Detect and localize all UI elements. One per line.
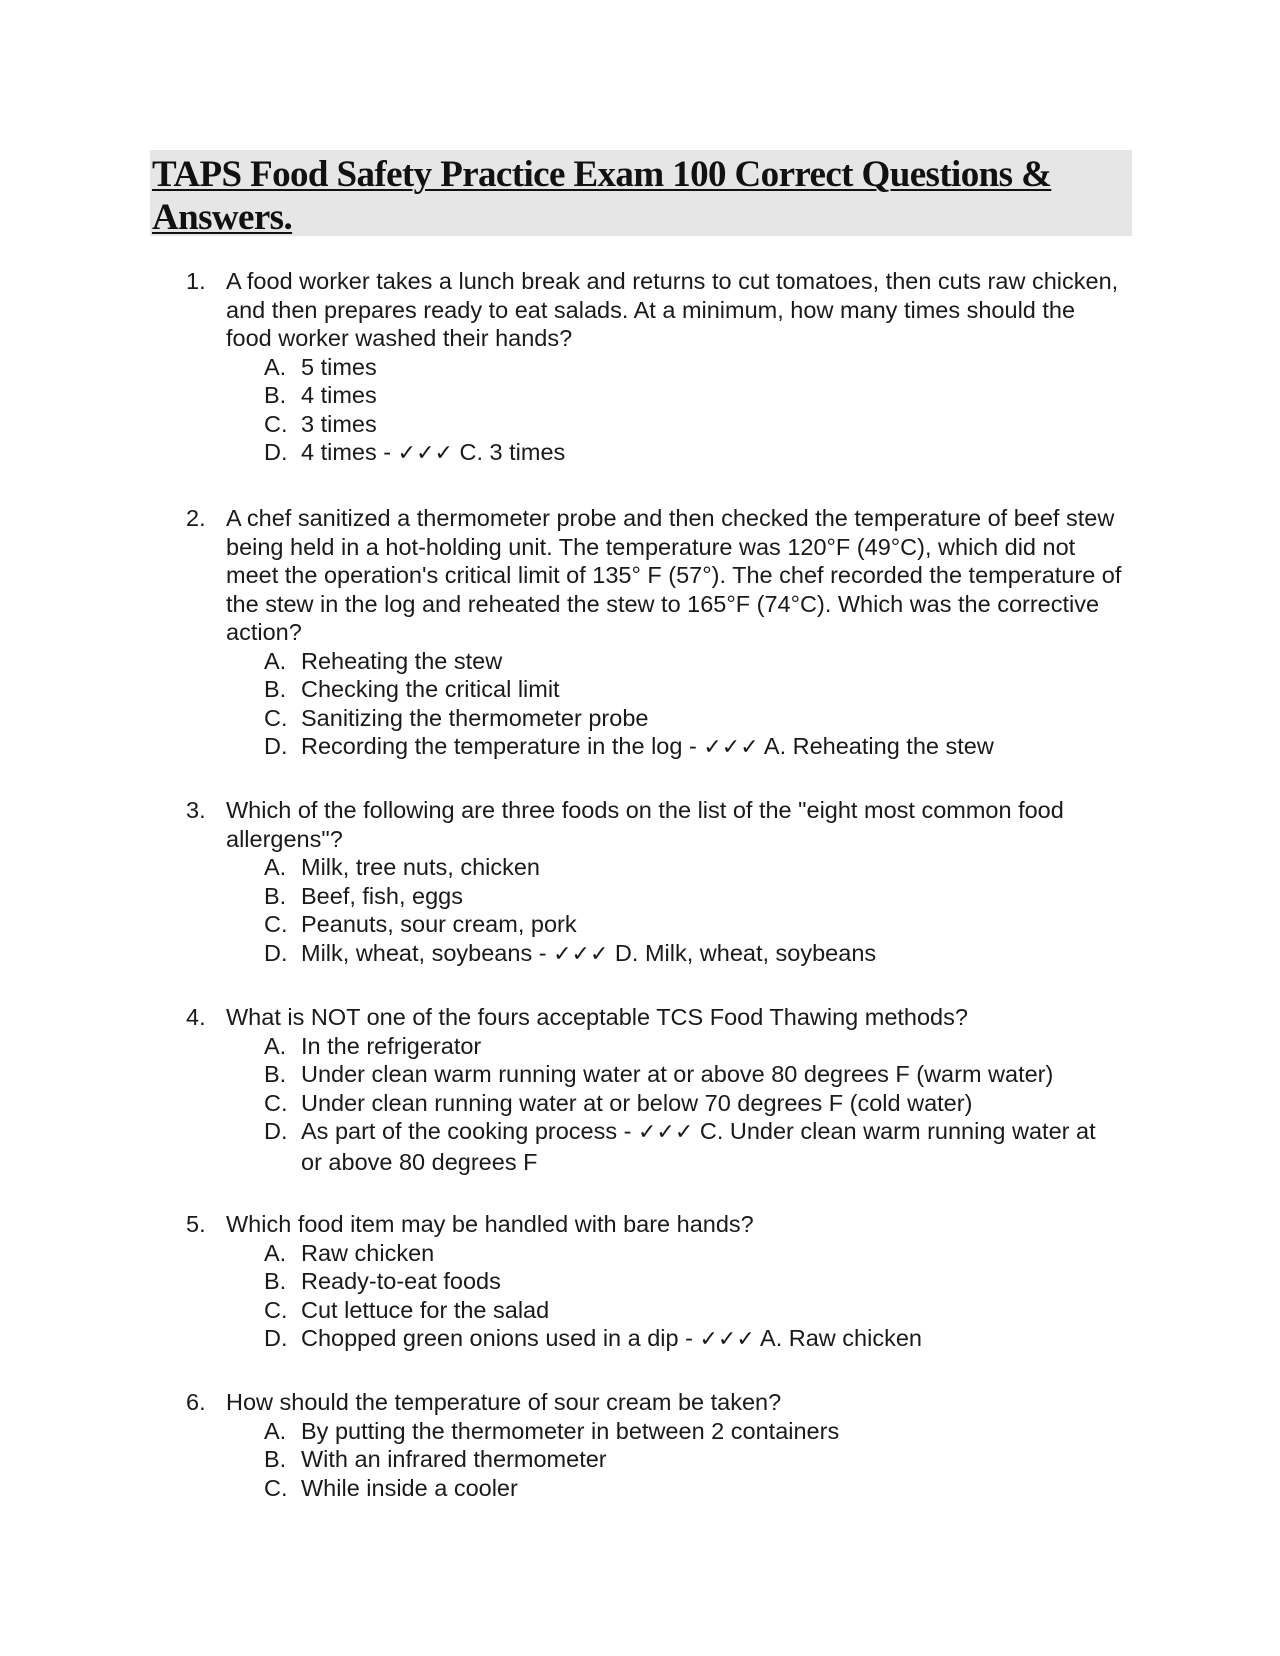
option-c: C. 3 times (264, 410, 377, 437)
question-number: 6. (186, 1389, 206, 1415)
option-c: C. Under clean running water at or below 70 degrees F (cold water) (264, 1089, 973, 1116)
correct-answer: C. 3 times (459, 439, 566, 465)
question-text: Which food item may be handled with bare hands? (226, 1211, 754, 1237)
option-list (264, 1417, 1126, 1503)
option-b: B. Under clean warm running water at or above 80 degrees F (warm water) (264, 1061, 1054, 1087)
option-list (264, 1032, 1126, 1177)
option-b: B. With an infrared thermometer (264, 1446, 607, 1472)
question-number: 1. (186, 268, 206, 294)
question-number: 2. (186, 505, 206, 531)
answer-check-icon: ✓✓✓ (553, 941, 609, 967)
option-d: D. Milk, wheat, soybeans - ✓✓✓ D. Milk, wheat, soybeans (264, 939, 877, 967)
question-text: A food worker takes a lunch break and returns to cut tomatoes, then cuts raw chicken, and then prepares ready to eat salads. At a minimum, how many times should the food worker washed their hands? (226, 268, 1119, 351)
option-c: C. While inside a cooler (264, 1474, 518, 1501)
question-6 (186, 1388, 1126, 1502)
option-b: B. Checking the critical limit (264, 676, 560, 702)
option-b: B. Beef, fish, eggs (264, 882, 463, 909)
correct-answer: A. Reheating the stew (763, 733, 994, 759)
question-5 (186, 1210, 1126, 1355)
correct-answer: C. Under clean warm running water at or above 80 degrees F (301, 1118, 1096, 1175)
option-c: C. Sanitizing the thermometer probe (264, 704, 649, 731)
option-a: A. Raw chicken (264, 1239, 435, 1266)
option-list (264, 853, 1126, 969)
question-text: What is NOT one of the fours acceptable TCS Food Thawing methods? (226, 1004, 968, 1030)
option-a: A. 5 times (264, 353, 377, 380)
answer-check-icon: ✓✓✓ (638, 1120, 694, 1145)
question-number: 3. (186, 797, 206, 823)
option-c: C. Cut lettuce for the salad (264, 1296, 550, 1323)
question-text: Which of the following are three foods on the list of the "eight most common food allergens"? (226, 797, 1064, 852)
answer-check-icon: ✓✓✓ (397, 441, 453, 466)
question-2 (186, 504, 1126, 763)
question-number: 4. (186, 1004, 206, 1030)
option-d: D. Recording the temperature in the log - ✓✓✓ A. Reheating the stew (264, 733, 994, 760)
option-list (264, 1239, 1126, 1355)
question-4 (186, 1003, 1126, 1176)
option-a: A. Reheating the stew (264, 647, 503, 674)
document-title: TAPS Food Safety Practice Exam 100 Correct Questions & Answers. (152, 154, 1052, 238)
option-a: A. In the refrigerator (264, 1032, 482, 1059)
option-b: B. 4 times (264, 382, 377, 408)
option-a: A. By putting the thermometer in between 2 containers (264, 1417, 840, 1444)
option-list (264, 647, 1126, 763)
option-d: D. As part of the cooking process - ✓✓✓ C. Under clean warm running water at or above 80 degrees F (264, 1118, 1096, 1175)
option-d: D. 4 times - ✓✓✓ C. 3 times (264, 439, 566, 466)
option-b: B. Ready-to-eat foods (264, 1268, 501, 1294)
question-1 (186, 267, 1126, 469)
option-list (264, 353, 1126, 469)
question-text: A chef sanitized a thermometer probe and then checked the temperature of beef stew being held in a hot-holding unit. The temperature was 120°F (49°C), which did not meet the operation's critical limit of 135° F (57°). The chef recorded the temperature of the stew in the log and reheated the stew to 165°F (74°C). Which was the corrective action? (226, 505, 1122, 645)
option-d: D. Chopped green onions used in a dip - ✓✓✓ A. Raw chicken (264, 1325, 922, 1352)
answer-check-icon: ✓✓✓ (699, 1327, 755, 1352)
question-number: 5. (186, 1211, 206, 1237)
correct-answer: A. Raw chicken (760, 1325, 922, 1351)
correct-answer: D. Milk, wheat, soybeans (614, 939, 877, 966)
answer-check-icon: ✓✓✓ (703, 735, 759, 760)
question-3 (186, 796, 1126, 969)
option-a: A. Milk, tree nuts, chicken (264, 854, 541, 880)
question-text: How should the temperature of sour cream be taken? (226, 1389, 782, 1415)
option-c: C. Peanuts, sour cream, pork (264, 911, 577, 937)
